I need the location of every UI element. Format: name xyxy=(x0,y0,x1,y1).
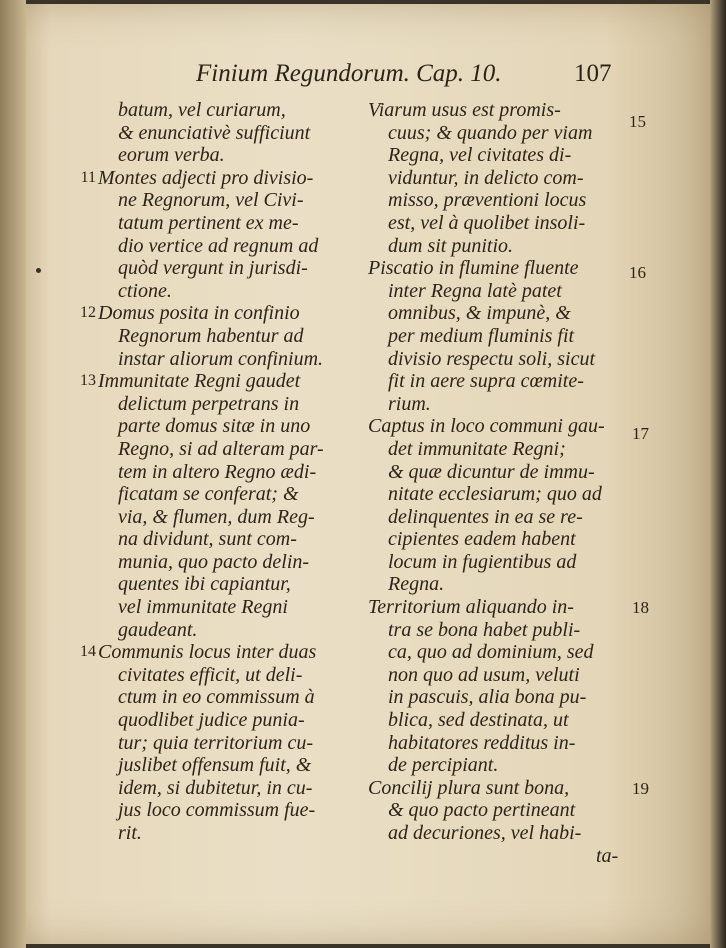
paragraph-number: 14 xyxy=(80,643,96,661)
text-line: ctione. xyxy=(118,279,172,302)
margin-number: 15 xyxy=(629,112,646,131)
text-line: Viarum usus est promis- xyxy=(368,99,561,121)
text-line: non quo ad usum, veluti xyxy=(388,663,580,686)
text-line: fit in aere supra cœmite- xyxy=(388,370,584,393)
text-line: instar aliorum confinium. xyxy=(118,347,324,370)
text-line: Regno, si ad alteram par- xyxy=(118,437,324,460)
text-line: in pascuis, alia bona pu- xyxy=(388,686,587,709)
text-line: Territorium aliquando in- xyxy=(368,596,574,619)
text-line: divisio respectu soli, sicut xyxy=(388,347,596,370)
text-line: ca, quo ad dominium, sed xyxy=(388,641,594,664)
text-line: & quo pacto pertineant xyxy=(388,799,576,822)
entry-11 xyxy=(80,166,358,303)
entry-18 xyxy=(368,596,630,777)
text-line: habitatores redditus in- xyxy=(388,731,576,754)
entry-continuation xyxy=(98,99,358,167)
entry-14 xyxy=(80,641,358,844)
page-number: 107 xyxy=(574,60,612,87)
text-line: Piscatio in flumine fluente xyxy=(368,257,579,280)
text-line: juslibet offensum fuit, & xyxy=(118,754,312,777)
entry-19 xyxy=(368,777,630,867)
entry-12 xyxy=(80,302,358,370)
text-line: Immunitate Regni gaudet xyxy=(98,370,301,393)
text-line: gaudeant. xyxy=(118,618,198,641)
text-line: Concilij plura sunt bona, xyxy=(368,776,570,799)
text-line: Regna, vel civitates di- xyxy=(388,144,572,167)
text-line: dio vertice ad regnum ad xyxy=(118,234,319,257)
text-line: na dividunt, sunt com- xyxy=(118,528,297,551)
text-line: per medium fluminis fit xyxy=(388,324,575,347)
text-line: Montes adjecti pro divisio- xyxy=(98,166,314,189)
paragraph-number: 12 xyxy=(80,304,96,322)
text-line: jus loco commissum fue- xyxy=(118,799,316,822)
text-line: parte domus sitæ in uno xyxy=(118,415,311,438)
paragraph-number: 11 xyxy=(80,168,96,186)
margin-number: 19 xyxy=(632,779,649,798)
text-line: ne Regnorum, vel Civi- xyxy=(118,189,304,212)
text-line: eorum verba. xyxy=(118,144,225,167)
text-line: delictum perpetrans in xyxy=(118,392,300,415)
text-line: & quæ dicuntur de immu- xyxy=(388,460,595,483)
running-header xyxy=(196,60,626,92)
text-line: Communis locus inter duas xyxy=(98,641,317,664)
text-line: civitates efficit, ut deli- xyxy=(118,663,303,686)
text-line: blica, sed destinata, ut xyxy=(388,709,569,732)
text-line: tem in altero Regno ædi- xyxy=(118,460,317,483)
catchword: ta- xyxy=(596,844,619,867)
text-line: quòd vergunt in jurisdi- xyxy=(118,257,308,280)
text-line: cuus; & quando per viam xyxy=(388,121,593,144)
margin-number: 16 xyxy=(629,263,646,282)
text-line: est, vel à quolibet insoli- xyxy=(388,211,586,234)
margin-number: 18 xyxy=(632,598,649,617)
entry-16 xyxy=(368,257,630,415)
text-line: via, & flumen, dum Reg- xyxy=(118,505,315,528)
text-line: munia, quo pacto delin- xyxy=(118,550,310,573)
book-spine xyxy=(0,0,26,948)
text-line: & enunciativè sufficiunt xyxy=(118,121,311,144)
text-line: rium. xyxy=(388,392,431,415)
paragraph-number: 13 xyxy=(80,372,96,390)
text-line: ctum in eo commissum à xyxy=(118,686,315,709)
text-line: omnibus, & impunè, & xyxy=(388,302,571,325)
text-line: nitate ecclesiarum; quo ad xyxy=(388,483,602,506)
text-line: Domus posita in confinio xyxy=(98,302,300,325)
left-column xyxy=(80,99,358,845)
text-line: Regna. xyxy=(388,573,445,596)
running-title: Finium Regundorum. Cap. 10. xyxy=(196,60,502,87)
text-line: quodlibet judice punia- xyxy=(118,709,305,732)
text-line: dum sit punitio. xyxy=(388,234,514,257)
text-line: tur; quia territorium cu- xyxy=(118,731,313,754)
entry-13 xyxy=(80,370,358,641)
text-line: delinquentes in ea se re- xyxy=(388,505,583,528)
text-line: Regnorum habentur ad xyxy=(118,324,304,347)
text-line: idem, si dubitetur, in cu- xyxy=(118,776,313,799)
text-line: tra se bona habet publi- xyxy=(388,618,581,641)
page-edge xyxy=(710,0,726,948)
text-line: ad decuriones, vel habi- xyxy=(388,822,582,844)
text-line: de percipiant. xyxy=(388,754,499,777)
text-line: inter Regna latè patet xyxy=(388,279,562,302)
right-column xyxy=(368,99,630,867)
text-line: misso, præventioni locus xyxy=(388,189,587,212)
text-line: vel immunitate Regni xyxy=(118,596,288,619)
text-line: viduntur, in delicto com- xyxy=(388,166,584,189)
margin-number: 17 xyxy=(632,424,649,443)
text-line: batum, vel curiarum, xyxy=(118,99,286,121)
text-line: locum in fugientibus ad xyxy=(388,550,577,573)
text-line: cipientes eadem habent xyxy=(388,528,576,551)
text-line: rit. xyxy=(118,822,142,844)
entry-17 xyxy=(368,415,630,596)
text-line: tatum pertinent ex me- xyxy=(118,211,299,234)
text-line: quentes ibi capiantur, xyxy=(118,573,291,596)
text-line: Captus in loco communi gau- xyxy=(368,415,605,438)
ink-speck xyxy=(36,268,41,273)
text-line: ficatam se conferat; & xyxy=(118,483,299,506)
text-line: det immunitate Regni; xyxy=(388,437,566,460)
entry-15 xyxy=(368,99,630,257)
